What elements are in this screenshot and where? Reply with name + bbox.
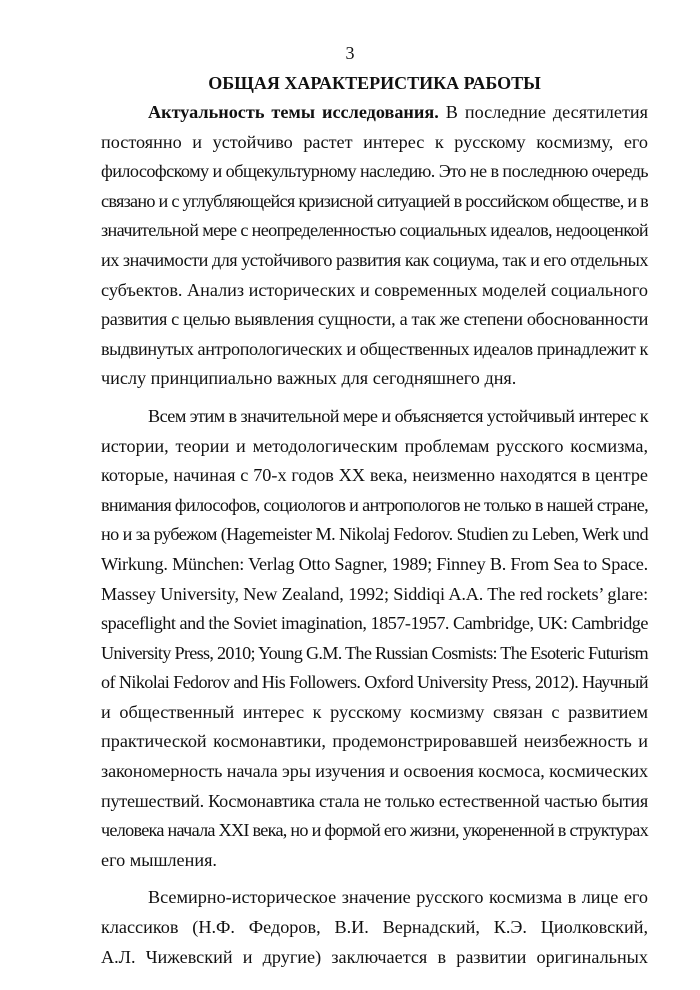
paragraph-significance [101,883,648,972]
text-line: и общественный интерес к русскому космизму связан с развитием [101,701,648,722]
text-line: числу принципиально важных для сегодняшнего дня. [101,368,517,389]
text-line [101,98,648,128]
text-line: University Press, 2010; Young G.M. The Russian Cosmists: The Esoteric Futurism [101,642,648,663]
text-line: истории, теории и методологическим проблемам русского космизма, [101,435,648,456]
text-line: его мышления. [101,849,217,870]
body-text [101,98,648,972]
text-line: субъектов. Анализ исторических и современных моделей социального [101,279,648,300]
text-line: но и за рубежом (Hagemeister M. Nikolaj Fedorov. Studien zu Leben, Werk und [101,524,649,545]
text-line: развития с целью выявления сущности, а так же степени обоснованности [101,309,648,330]
text-line: of Nikolai Fedorov and His Followers. Oxford University Press, 2012). Научный [101,672,648,693]
text-line: Всемирно-историческое значение русского космизма в лице его [148,887,648,908]
text-line: философскому и общекультурному наследию. Это не в последнюю очередь [101,161,648,182]
paragraph-gap [101,394,648,402]
text-line: постоянно и устойчиво растет интерес к русскому космизму, его [101,131,648,152]
text-line: практической космонавтики, продемонстрировавшей неизбежность и [101,731,648,752]
text-line: spaceflight and the Soviet imagination, 1857-1957. Cambridge, UK: Cambridge [101,613,648,634]
text-line: их значимости для устойчивого развития как социума, так и его отдельных [101,249,648,270]
text-line: которые, начиная с 70-х годов XX века, неизменно находятся в центре [101,465,648,486]
text-line: Всем этим в значительной мере и объясняется устойчивый интерес к [148,405,648,426]
text-line: закономерность начала эры изучения и освоения космоса, космических [101,761,648,782]
text-line: Massey University, New Zealand, 1992; Siddiqi A.A. The red rockets’ glare: [101,583,648,604]
page-number: 3 [345,43,355,63]
paragraph-gap [101,875,648,883]
text-line: А.Л. Чижевский и другие) заключается в развитии оригинальных [101,946,648,967]
text-line: внимания философов, социологов и антропологов не только в нашей стране, [101,494,648,515]
text-line: выдвинутых антропологических и общественных идеалов принадлежит к [101,338,648,359]
text-line: человека начала XXI века, но и формой его жизни, укорененной в структурах [101,820,648,841]
paragraph-interest [101,402,648,876]
section-heading: ОБЩАЯ ХАРАКТЕРИСТИКА РАБОТЫ [208,73,541,93]
paragraph-relevance [101,98,648,394]
text-line: значительной мере с неопределенностью социальных идеалов, недооценкой [101,220,648,241]
text-line: Wirkung. München: Verlag Otto Sagner, 1989; Finney B. From Sea to Space. [101,553,648,574]
text-line: путешествий. Космонавтика стала не только естественной частью бытия [101,790,648,811]
text-line: связано и с углубляющейся кризисной ситуацией в российском обществе, и в [101,190,648,211]
text-line-rest: В последние десятилетия [438,102,648,122]
text-line: классиков (Н.Ф. Федоров, В.И. Вернадский, К.Э. Циолковский, [101,917,648,938]
paragraph-lead-bold: Актуальность темы исследования. [148,102,439,122]
